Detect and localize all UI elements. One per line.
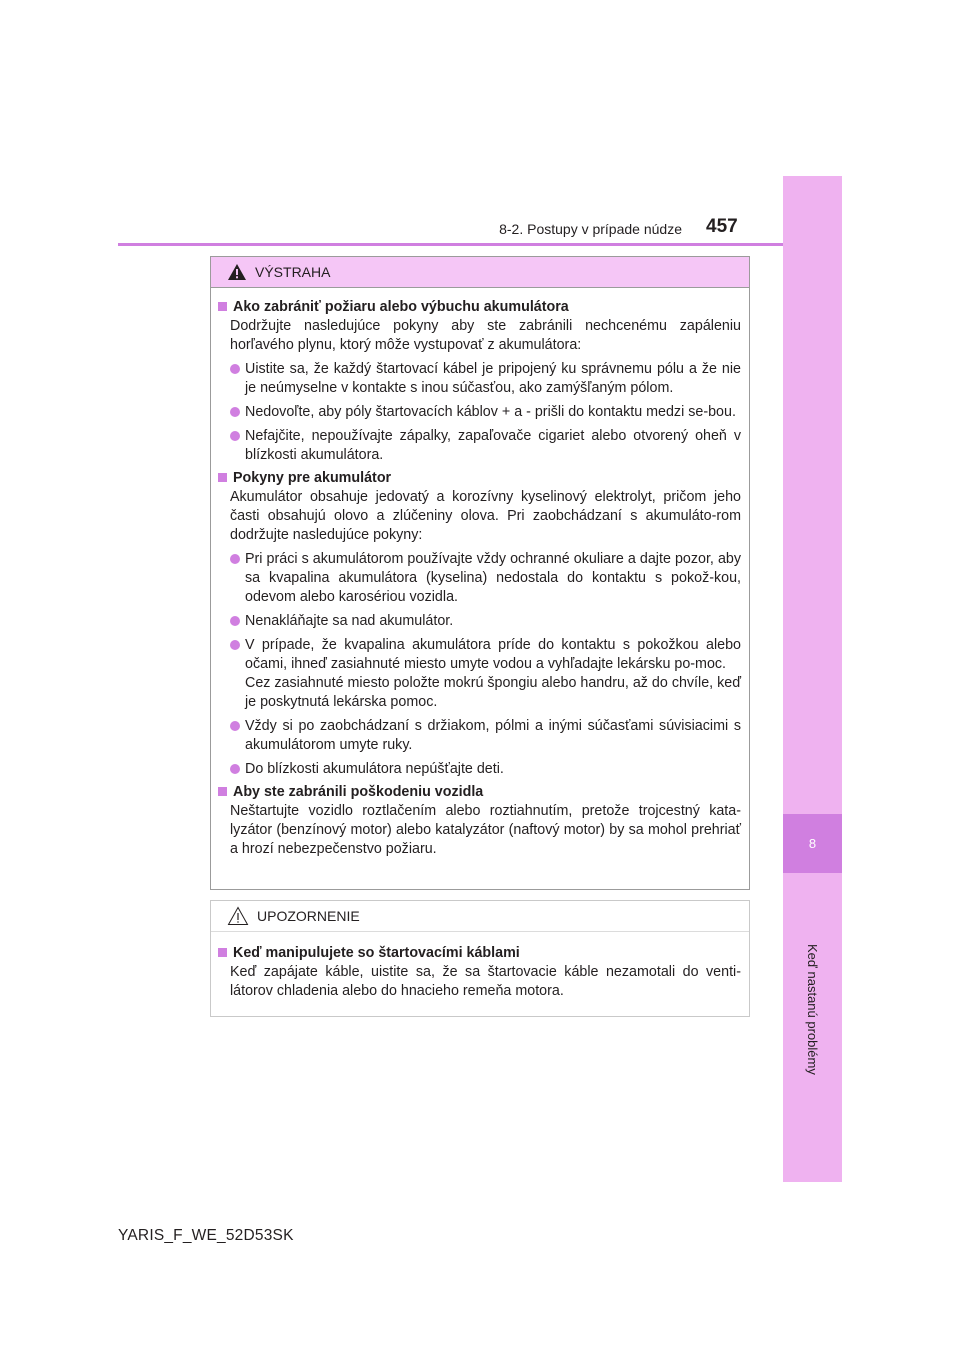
caution-triangle-outline-icon	[227, 906, 249, 926]
warning-heading: Pokyny pre akumulátor	[218, 469, 741, 488]
list-item: V prípade, že kvapalina akumulátora príde do kontaktu s pokožkou alebo očami, ihneď zasiahnuté miesto umyte vodou a vyhľadajte lekársku po-moc. Cez zasiahnuté miesto položte mokrú špongiu alebo handru, až do chvíle, keď je poskytnutá lekárska pomoc.	[230, 636, 741, 712]
circle-bullet-icon	[230, 616, 240, 626]
circle-bullet-icon	[230, 764, 240, 774]
chapter-title-container	[783, 894, 842, 1124]
circle-bullet-icon	[230, 554, 240, 564]
square-bullet-icon	[218, 473, 227, 482]
warning-paragraph: Akumulátor obsahuje jedovatý a korozívny kyselinový elektrolyt, pričom jeho časti obsahujú olovo a zlúčeniny olova. Pri zaobchádzaní s akumuláto-rom dodržujte nasledujúce pokyny:	[230, 489, 741, 543]
warning-box	[210, 256, 750, 890]
square-bullet-icon	[218, 302, 227, 311]
warning-body	[211, 288, 749, 859]
warning-paragraph: Dodržujte nasledujúce pokyny aby ste zabránili nechcenému zapáleniu horľavého plynu, ktorý môže vystupovať z akumulátora:	[230, 318, 741, 353]
square-bullet-icon	[218, 948, 227, 957]
circle-bullet-icon	[230, 407, 240, 417]
square-bullet-icon	[218, 787, 227, 796]
notice-title: UPOZORNENIE	[257, 908, 360, 924]
list-item: Pri práci s akumulátorom používajte vždy ochranné okuliare a dajte pozor, aby sa kvapalina akumulátora (kyselina) nedostala do kontaktu s pokož-kou, odevom alebo karosériou vozidla.	[230, 550, 741, 607]
circle-bullet-icon	[230, 431, 240, 441]
warning-paragraph: Neštartujte vozidlo roztlačením alebo roztiahnutím, pretože trojcestný kata-lyzátor (benzínový motor) alebo katalyzátor (naftový motor) by sa mohol prehriať a hrozí nebezpečenstvo požiaru.	[230, 803, 741, 857]
warning-header	[211, 257, 749, 288]
list-item: Nedovoľte, aby póly štartovacích káblov + a - prišli do kontaktu medzi se-bou.	[230, 403, 741, 422]
notice-header	[211, 901, 749, 932]
warning-triangle-icon	[227, 263, 247, 281]
notice-body	[211, 932, 749, 1001]
notice-paragraph: Keď zapájate káble, uistite sa, že sa štartovacie káble nezamotali do venti-látorov chladenia alebo do hnacieho remeňa motora.	[230, 964, 741, 999]
list-item: Nenakláňajte sa nad akumulátor.	[230, 612, 741, 631]
header-rule	[118, 243, 783, 246]
section-title: 8-2. Postupy v prípade núdze	[499, 221, 682, 237]
list-item: Do blízkosti akumulátora nepúšťajte deti.	[230, 760, 741, 779]
circle-bullet-icon	[230, 640, 240, 650]
circle-bullet-icon	[230, 721, 240, 731]
list-item: Uistite sa, že každý štartovací kábel je pripojený ku správnemu pólu a že nie je neúmyselne v kontakte s inou súčasťou, ako zamýšľaným pólom.	[230, 360, 741, 398]
warning-heading: Ako zabrániť požiaru alebo výbuchu akumulátora	[218, 298, 741, 317]
circle-bullet-icon	[230, 364, 240, 374]
warning-heading: Aby ste zabránili poškodeniu vozidla	[218, 783, 741, 802]
list-item: Nefajčite, nepoužívajte zápalky, zapaľovače cigariet alebo otvorený oheň v blízkosti akumulátora.	[230, 427, 741, 465]
notice-heading: Keď manipulujete so štartovacími káblami	[218, 944, 741, 963]
page-number: 457	[706, 216, 738, 237]
chapter-number: 8	[783, 814, 842, 873]
notice-box	[210, 900, 750, 1017]
chapter-side-tab	[783, 176, 842, 1182]
list-item: Vždy si po zaobchádzaní s držiakom, pólmi a inými súčasťami súvisiacimi s akumulátorom umyte ruky.	[230, 717, 741, 755]
model-code: YARIS_F_WE_52D53SK	[118, 1227, 294, 1244]
chapter-title: Keď nastanú problémy	[805, 943, 820, 1075]
warning-title: VÝSTRAHA	[255, 264, 331, 280]
